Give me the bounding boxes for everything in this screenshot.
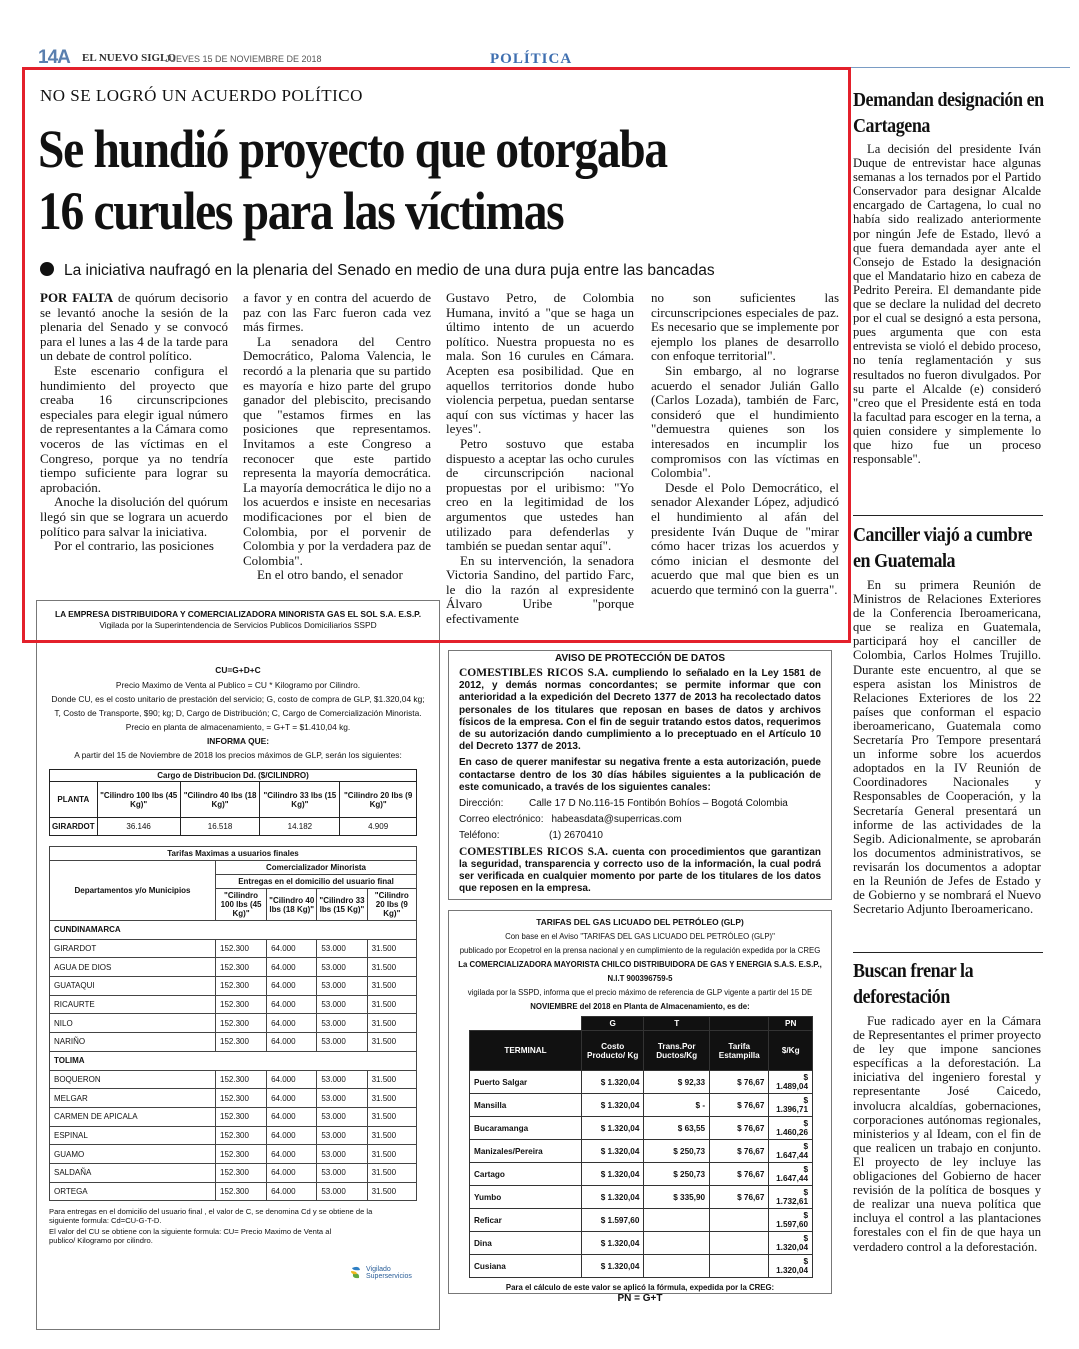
paragraph: Gustavo Petro, de Colombia Humana, invitó a "que se haga un último intento de un acuerdo político. Nuestra propuesta no es mala. Son 16 curules en Cámara. Acepten esa posibilidad. Que en aquellos territorios donde hubo violencia perpetua, puedan sentarse aquí con sus víctimas y hacer las leyes". — [446, 291, 634, 437]
contact-email: Correo electrónico: habeasdata@superricas.com — [459, 814, 682, 826]
table-row — [50, 958, 417, 977]
page-number: 14A — [38, 47, 70, 68]
table-cell: $ 1.320,04 — [769, 1232, 813, 1255]
table-cell: 152.300 — [216, 1145, 267, 1164]
subtitle-text: La iniciativa naufragó en la plenaria del Senado en medio de una dura puja entre las bancadas — [64, 262, 715, 279]
table-cell: $ 1.489,04 — [769, 1071, 813, 1094]
table-cell: ORTEGA — [50, 1182, 216, 1201]
ad-footnote: Para el cálculo de este valor se aplicó la fórmula, expedida por la CREG: — [505, 1283, 775, 1292]
table-row — [50, 1033, 417, 1052]
table-cell: $ 76,67 — [710, 1117, 769, 1140]
table-cell: $ 1.320,04 — [582, 1232, 644, 1255]
ad-company: LA EMPRESA DISTRIBUIDORA Y COMERCIALIZADORA MINORISTA GAS EL SOL S.A. E.S.P. — [54, 609, 422, 619]
ad-informa: INFORMA QUE: — [206, 736, 270, 746]
sidebar-text-deforestacion: Fue radicado ayer en la Cámara de Representantes el primer proyecto de ley que impone sanciones específicas a la deforestación. La iniciativa del ingeniero forestal y representante José Caicedo, involucra alcaldías, gobernaciones, corporaciones autónomas regionales, ministerios y al Ideam, con el fin de que realicen un trabajo en conjunto. El proyecto de ley incluye las obligaciones del Gobierno de hacer revisión de la política de bosques y de realizar una nueva política que incluya el control a las plantaciones forestales con el fin de que haya un verdadero control a la deforestación. — [853, 1014, 1041, 1254]
table-cell: 64.000 — [267, 1182, 317, 1201]
article-column-3 — [446, 291, 634, 627]
table-row — [50, 1145, 417, 1164]
table-cell: Puerto Salgar — [470, 1071, 582, 1094]
table-cell: $ 1.320,04 — [582, 1117, 644, 1140]
table-cell: Manizales/Pereira — [470, 1140, 582, 1163]
sidebar-headline-cartagena: Demandan designación en Cartagena — [853, 89, 1044, 137]
table-cell: $ 76,67 — [710, 1094, 769, 1117]
table-row — [470, 1255, 813, 1278]
table-cell: $ 335,90 — [644, 1186, 710, 1209]
table-row — [470, 1140, 813, 1163]
table-cell: 64.000 — [267, 1163, 317, 1182]
table-cell: 31.500 — [367, 1163, 416, 1182]
table-cell: MELGAR — [50, 1089, 216, 1108]
ad-line: N.I.T 900396759-5 — [607, 974, 673, 983]
table-header: Departamentos y/o Municipios — [50, 861, 216, 921]
logo-text: Vigilado — [366, 1266, 391, 1273]
table-cell: RICAURTE — [50, 995, 216, 1014]
table-cell: 53.000 — [317, 1089, 367, 1108]
table-row — [470, 1071, 813, 1094]
table-cell: $ 76,67 — [710, 1071, 769, 1094]
table-cell: $ 1.647,44 — [769, 1140, 813, 1163]
table-cell — [644, 1209, 710, 1232]
table-cell: 53.000 — [317, 1163, 367, 1182]
table-cell: 4.909 — [340, 818, 417, 836]
paragraph: no son suficientes las circunscripciones especiales de paz. Es necesario que se implemente por ejemplo los planes de desarrollo con enfoque territorial". — [651, 291, 839, 364]
table-cell: $ 1.320,04 — [582, 1255, 644, 1278]
table-header: PLANTA — [50, 782, 98, 818]
ad-apartir: A partir del 15 de Noviembre de 2018 los precios máximos de GLP, serán los siguientes: — [74, 750, 402, 760]
table-cell: 152.300 — [216, 958, 267, 977]
table-row — [50, 939, 417, 958]
sidebar-divider — [853, 515, 1043, 516]
table-cell: 152.300 — [216, 977, 267, 996]
sidebar-text-guatemala: En su primera Reunión de Ministros de Relaciones Exteriores de la Conferencia Iberoamericana, que se realiza en Guatemala, participará hoy el canciller de Colombia, Carlos Holmes Trujillo. Durante este encuentro, al que se espera asistan los Ministros de Relaciones Exteriores de los 22 países que conforman el espacio iberoamericano, Guatemala como Secretaría Pro Tempore presentará un informe sobre los acuerdos adoptados en la IV Reunión de Coordinadores Nacionales y Responsables de Cooperación, y la Secretaría General presentará un informe de las actividades de la Segib. Adicionalmente, se aprobarán los documentos administrativos, se revisarán los documentos a adoptar en la Reunión de Jefes de Estado y de Gobierno y se nombrará el Nuevo Secretario Adjunto Iberoamericano. — [853, 578, 1041, 917]
table-row — [50, 1163, 417, 1182]
table-cell: SALDAÑA — [50, 1163, 216, 1182]
table-cell: GUAMO — [50, 1145, 216, 1164]
table-title: Cargo de Distribucion Dd. ($/CILINDRO) — [50, 770, 417, 782]
table-cell: 64.000 — [267, 958, 317, 977]
logo-text: Superservicios — [366, 1273, 412, 1280]
table-cell: 53.000 — [317, 958, 367, 977]
table-cell: 31.500 — [367, 1089, 416, 1108]
table-cell: $ 1.320,04 — [582, 1094, 644, 1117]
table-cell: Yumbo — [470, 1186, 582, 1209]
table-cell: GUATAQUI — [50, 977, 216, 996]
newspaper-name: EL NUEVO SIGLO — [82, 52, 176, 64]
table-header: "Cilindro 40 lbs (18 Kg)" — [267, 889, 317, 921]
table-row — [470, 1232, 813, 1255]
table-cell: 31.500 — [367, 1107, 416, 1126]
contact-phone: Teléfono: (1) 2670410 — [459, 830, 603, 842]
table-cell: 31.500 — [367, 1014, 416, 1033]
table-cell: ESPINAL — [50, 1126, 216, 1145]
table-cell: CARMEN DE APICALA — [50, 1107, 216, 1126]
table-cell: 152.300 — [216, 1070, 267, 1089]
section-name: POLÍTICA — [490, 51, 573, 67]
table-cell: 64.000 — [267, 1089, 317, 1108]
table-cell — [710, 1255, 769, 1278]
superservicios-logo — [349, 1265, 412, 1281]
notice-title: AVISO DE PROTECCIÓN DE DATOS — [554, 653, 726, 664]
table-cell: $ 76,67 — [710, 1186, 769, 1209]
paragraph: Desde el Polo Democrático, el senador Alexander López, adjudicó el hundimiento al afán del presidente Iván Duque de "mirar cómo hacer trizas los acuerdos y cómo inician el desmonte del acuerdo que mal que bien es un acuerdo que terminó con la guerra". — [651, 479, 839, 597]
table-cell: $ 1.320,04 — [582, 1186, 644, 1209]
table-cell: Dina — [470, 1232, 582, 1255]
article-column-4 — [651, 291, 839, 627]
ad-vigilada: Vigilada por la Superintendencia de Servicios Publicos Domiciliarios SSPD — [99, 620, 377, 629]
paragraph: En el otro bando, el senador — [257, 567, 403, 583]
table-row — [470, 1117, 813, 1140]
table-cell: 14.182 — [260, 818, 340, 836]
table-cell: NARIÑO — [50, 1033, 216, 1052]
table-cell — [710, 1232, 769, 1255]
table-cell: 31.500 — [367, 939, 416, 958]
table-cell: $ 250,73 — [644, 1163, 710, 1186]
table-cell: BOQUERON — [50, 1070, 216, 1089]
ad-footnote: El valor del CU se obtiene con la siguiente formula: CU= Precio Maximo de Venta al publico/ Kilogramo por cilindro. — [49, 1227, 332, 1246]
table-row — [470, 1209, 813, 1232]
table-cell: GIRARDOT — [50, 939, 216, 958]
ad-line: publicado por Ecopetrol en la prensa nacional y en cumplimiento de la regulación expedida por la CREG — [459, 946, 821, 955]
table-cell: Cusiana — [470, 1255, 582, 1278]
table-row — [50, 977, 417, 996]
table-cell: 53.000 — [317, 1182, 367, 1201]
paragraph: a favor y en contra del acuerdo de paz con las Farc fueron cada vez más firmes. — [243, 291, 431, 335]
bullet-icon — [40, 262, 54, 276]
data-protection-notice — [448, 650, 832, 900]
table-cell: NILO — [50, 1014, 216, 1033]
table-cell: $ 1.320,04 — [582, 1071, 644, 1094]
table-header: "Cilindro 33 lbs (15 Kg)" — [317, 889, 367, 921]
table-cell: 53.000 — [317, 1014, 367, 1033]
paragraph: Petro sostuvo que estaba dispuesto a aceptar las ocho curules de circunscripción nacional propuestas por el uribismo: "Yo creo en la legitimidad de los argumentos que ustedes han utilizado para defenderlas y también se puedan sentar aquí". — [446, 435, 634, 554]
group-header — [710, 1017, 769, 1031]
table-cell: Cartago — [470, 1163, 582, 1186]
table-row — [50, 1089, 417, 1108]
table-cell: 152.300 — [216, 1014, 267, 1033]
group-header: PN — [769, 1017, 813, 1031]
table-header: "Cilindro 40 lbs (18 Kg)" — [180, 782, 260, 818]
sidebar-text-cartagena: La decisión del presidente Iván Duque de entrevistar hace algunas semanas a los ternados por el Partido Conservador para designar Alcalde encargado de Cartagena, lo cual no había sido realizado anteriormente por ningún Jefe de Estado, llevó a que fuera demandada ayer ante el Consejo de Estado la designación que el Mandatario hizo en cabeza de Pedrito Pereira. El demandante pide que se declare la nulidad del decreto por el cual se designó a esta persona, pues argumenta que con esta entrevista se violó el debido proceso, no tenía reglamentación y sus resultados no fueron divulgados. Por su parte el Alcalde (e) consideró "creo que el Presidente está en toda la facultad para escoger en la terna, a quien considere y simplemente lo que hizo fue un proceso responsable". — [853, 142, 1041, 467]
table-cell: $ 1.597,60 — [582, 1209, 644, 1232]
table-row — [50, 1070, 417, 1089]
table-cell: AGUA DE DIOS — [50, 958, 216, 977]
table-cell: 64.000 — [267, 1070, 317, 1089]
paragraph: Este escenario configura el hundimiento del proyecto que creaba 16 circunscripciones especiales para elegir igual número de representantes a la Cámara como voceros de las víctimas en el Congreso, porque ya no tendría tiempo suficiente para lograr su aprobación. — [40, 362, 228, 495]
table-cell: 53.000 — [317, 1145, 367, 1164]
table-row — [50, 1182, 417, 1201]
table-cell: 64.000 — [267, 1107, 317, 1126]
table-row — [50, 1051, 417, 1070]
table-cell: 31.500 — [367, 1033, 416, 1052]
ad-title: TARIFAS DEL GAS LICUADO DEL PETRÓLEO (GLP) — [536, 917, 744, 927]
sidebar-divider — [853, 952, 1043, 953]
sidebar-headline-deforestacion: Buscan frenar la deforestación — [853, 960, 974, 1008]
issue-date: JUEVES 15 DE NOVIEMBRE DE 2018 — [165, 54, 322, 64]
table-row — [50, 1014, 417, 1033]
table-cell: $ 1.320,04 — [582, 1163, 644, 1186]
table-cell: Bucaramanga — [470, 1117, 582, 1140]
table-cell: $ 250,73 — [644, 1140, 710, 1163]
table-row — [470, 1186, 813, 1209]
notice-body — [449, 664, 831, 895]
table-cell: 152.300 — [216, 1163, 267, 1182]
table-cell: 53.000 — [317, 1033, 367, 1052]
table-cell: $ 1.396,71 — [769, 1094, 813, 1117]
sidebar-headline-guatemala: Canciller viajó a cumbre en Guatemala — [853, 524, 1033, 572]
table-header: Entregas en el domicilio del usuario final — [216, 875, 417, 889]
table-cell: 31.500 — [367, 995, 416, 1014]
column-header-row — [470, 1031, 813, 1071]
table-row — [50, 1107, 417, 1126]
paragraph: La senadora del Centro Democrático, Paloma Valencia, le recordó a la plenaria que su partido es mayoría e hizo parte del grupo ganador del plebiscito, precisando que "estamos firmes en las posiciones que representamos. Invitamos a este Congreso a reconocer que este partido representa la mayoría democrática. La mayoría democrática le dijo no a los acuerdos e insiste en necesarias modificaciones por el bien de Colombia, por el porvenir de Colombia y por la verdadera paz de Colombia". — [243, 333, 431, 568]
formula: PN = G+T — [617, 1293, 663, 1304]
ad-line: La COMERCIALIZADORA MAYORISTA CHILCO DISTRIBUIDORA DE GAS Y ENERGIA S.A.S. E.S.P., — [458, 960, 822, 969]
table-cell: $ 1.320,04 — [582, 1140, 644, 1163]
table-row — [470, 1163, 813, 1186]
table-header: $/Kg — [769, 1031, 813, 1071]
table-cell: CUNDINAMARCA — [50, 921, 417, 940]
table-header: "Cilindro 20 lbs (9 Kg)" — [340, 782, 417, 818]
lead-in: POR FALTA — [40, 291, 114, 305]
table-header: Trans.Por Ductos/Kg — [644, 1031, 710, 1071]
table-cell: $ 1.460,26 — [769, 1117, 813, 1140]
table-cell: 152.300 — [216, 1182, 267, 1201]
table-cell: 31.500 — [367, 977, 416, 996]
table-cell: 152.300 — [216, 1033, 267, 1052]
paragraph: En su intervención, la senadora Victoria Sandino, del partido Farc, le dio la razón al expresidente Álvaro Uribe "porque efectivamente — [446, 552, 634, 627]
table-cell: 152.300 — [216, 939, 267, 958]
ad-line: Precio en planta de almacenamiento, = G+T = $1.410,04 kg. — [125, 722, 351, 732]
table-cell: 64.000 — [267, 1145, 317, 1164]
table-cell: Mansilla — [470, 1094, 582, 1117]
table-cell: 53.000 — [317, 1126, 367, 1145]
table-title: Tarifas Maximas a usuarios finales — [50, 847, 417, 861]
table-cell: 36.146 — [97, 818, 180, 836]
article-subtitle — [40, 262, 715, 280]
table-cell: 53.000 — [317, 995, 367, 1014]
table-cell: $ 1.597,60 — [769, 1209, 813, 1232]
formula: CU=G+D+C — [215, 665, 261, 675]
table-cell: 31.500 — [367, 1145, 416, 1164]
glp-tariffs-ad — [448, 910, 832, 1304]
table-cell: TOLIMA — [50, 1051, 417, 1070]
table-cell: $ 92,33 — [644, 1071, 710, 1094]
table-cell: 16.518 — [180, 818, 260, 836]
table-cell — [644, 1232, 710, 1255]
paragraph: Anoche la disolución del quórum llegó sin que se lograra un acuerdo político para salvar la iniciativa. — [40, 494, 228, 539]
ad-line: T, Costo de Transporte, $90; kg; D, Cargo de Distribución; C, Cargo de Comercialización Minorista. — [54, 708, 422, 718]
superservicios-icon — [349, 1265, 363, 1281]
ad-line: Con base en el Aviso "TARIFAS DEL GAS LICUADO DEL PETRÓLEO (GLP)" — [505, 932, 775, 941]
table-row — [470, 1094, 813, 1117]
tariff-table-body — [50, 921, 417, 1201]
paragraph: En caso de querer manifestar su negativa frente a esta autorización, puede contactarse dentro de los 30 días hábiles siguientes a la publicación de este comunicado, a través de los siguientes canales: — [459, 757, 821, 793]
table-cell: 31.500 — [367, 1126, 416, 1145]
table-cell: 53.000 — [317, 977, 367, 996]
table-cell: 152.300 — [216, 1107, 267, 1126]
table-cell: 152.300 — [216, 1089, 267, 1108]
distribution-charge-table — [49, 769, 417, 836]
table-cell: $ 76,67 — [710, 1140, 769, 1163]
table-cell: 64.000 — [267, 995, 317, 1014]
paragraph: Sin embargo, al no lograrse acuerdo el senador Julián Gallo (Carlos Lozada), también de Farc, consideró que el hundimiento "demuestra quienes son los interesados en incumplir los compromisos con las víctimas en Colombia". — [651, 362, 839, 481]
table-row — [50, 1126, 417, 1145]
table-header: "Cilindro 100 lbs (45 Kg)" — [97, 782, 180, 818]
table-header: "Cilindro 33 lbs (15 Kg)" — [260, 782, 340, 818]
group-header: G — [582, 1017, 644, 1031]
table-cell: 31.500 — [367, 1182, 416, 1201]
table-cell: 64.000 — [267, 1126, 317, 1145]
paragraph: COMESTIBLES RICOS S.A. cumpliendo lo señalado en la Ley 1581 de 2012, y demás normas concordantes; se permite informar que con anterioridad a la expedición del Decreto 1377 de 2013 ha recolectado datos personales de los titulares que reposan en bases de datos y archivos físicos de la empresa. Con el fin de seguir tratando estos datos, requerimos de su autorización dando cumplimiento a lo preceptuado en el Artículo 10 del Decreto 1377 de 2013. — [459, 667, 821, 753]
headline-line-2: 16 curules para las víctimas — [38, 181, 564, 241]
ad-line: NOVIEMBRE del 2018 en Planta de Almacenamiento, es de: — [530, 1002, 750, 1011]
final-user-tariff-table — [49, 846, 417, 1201]
article-headline — [38, 118, 830, 242]
article-column-1 — [40, 291, 228, 591]
table-header: "Cilindro 100 lbs (45 Kg)" — [216, 889, 267, 921]
table-cell: 64.000 — [267, 1014, 317, 1033]
ad-line: vigilada por la SSPD, informa que el precio máximo de referencia de GLP vigente a partir del 15 DE — [467, 988, 813, 997]
table-cell: GIRARDOT — [50, 818, 98, 836]
table-cell: $ 76,67 — [710, 1163, 769, 1186]
table-cell: $ 1.732,61 — [769, 1186, 813, 1209]
table-header: TERMINAL — [470, 1031, 582, 1071]
paragraph: Por el contrario, las posiciones — [54, 538, 214, 554]
table-cell — [644, 1255, 710, 1278]
paragraph: POR FALTA de quórum decisorio se levantó anoche la sesión de la plenaria del Senado y se convocó para el lunes a las 4 de la tarde para un debate de control político. — [40, 291, 228, 364]
table-cell: 53.000 — [317, 939, 367, 958]
table-cell: 152.300 — [216, 995, 267, 1014]
paragraph: COMESTIBLES RICOS S.A. cuenta con procedimientos que garantizan la seguridad, transparencia y correcto uso de la información, la cual podrá ser verificada en cualquier momento por parte de los titulares de los datos que reposen en la empresa. — [459, 845, 821, 895]
ad-footnote: Para entregas en el domicilio del usuario final , el valor de C, se denomina Cd y se obtiene de la siguiente formula: Cd=CU-G-T-D. — [49, 1207, 373, 1226]
table-row — [50, 921, 417, 940]
table-cell: $ 1.320,04 — [769, 1255, 813, 1278]
table-header: Comercializador Minorista — [216, 861, 417, 875]
table-cell: 64.000 — [267, 939, 317, 958]
article-kicker: NO SE LOGRÓ UN ACUERDO POLÍTICO — [40, 86, 363, 105]
table-cell: $ 63,55 — [644, 1117, 710, 1140]
article-column-2 — [243, 291, 431, 591]
table-cell: 53.000 — [317, 1070, 367, 1089]
table-cell: 152.300 — [216, 1126, 267, 1145]
table-header: "Cilindro 20 lbs (9 Kg)" — [367, 889, 416, 921]
glp-tariff-table — [469, 1016, 813, 1278]
table-cell: $ - — [644, 1094, 710, 1117]
table-cell: 64.000 — [267, 977, 317, 996]
table-row — [50, 995, 417, 1014]
table-header: Costo Producto/ Kg — [582, 1031, 644, 1071]
contact-address: Dirección: Calle 17 D No.116-15 Fontibón Bohíos – Bogotá Colombia — [459, 798, 788, 810]
table-cell — [710, 1209, 769, 1232]
headline-line-1: Se hundió proyecto que otorgaba — [38, 119, 667, 179]
table-header: Tarifa Estampilla — [710, 1031, 769, 1071]
table-cell: $ 1.647,44 — [769, 1163, 813, 1186]
table-cell: 53.000 — [317, 1107, 367, 1126]
ad-line: Precio Maximo de Venta al Publico = CU * Kilogramo por Cilindro. — [115, 680, 361, 690]
table-cell: 31.500 — [367, 1070, 416, 1089]
gas-el-sol-ad — [36, 600, 440, 1330]
table-cell: 31.500 — [367, 958, 416, 977]
table-cell: 64.000 — [267, 1033, 317, 1052]
glp-tariff-body — [470, 1071, 813, 1278]
ad-line: Donde CU, es el costo unitario de prestación del servicio; G, costo de compra de GLP, $1.320,04 kg; — [51, 694, 425, 704]
table-cell: Reficar — [470, 1209, 582, 1232]
group-header: T — [644, 1017, 710, 1031]
